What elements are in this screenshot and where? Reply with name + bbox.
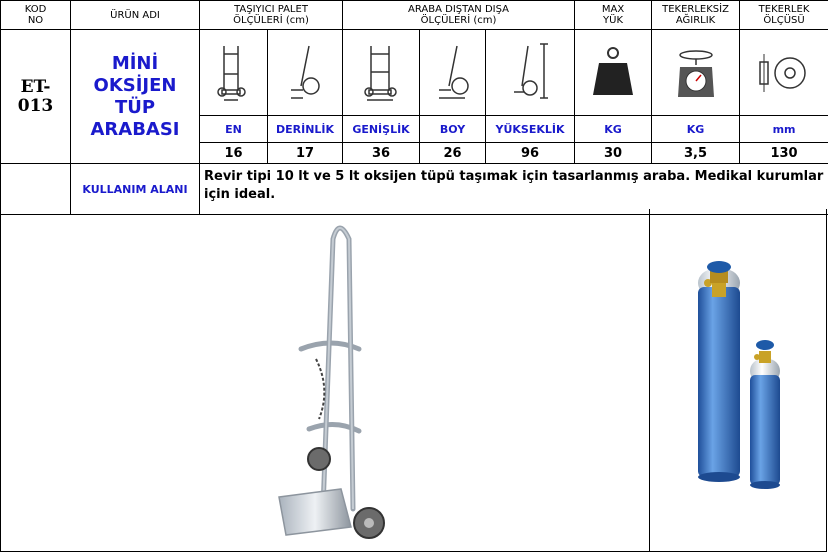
value-wheel: 130 bbox=[740, 143, 828, 164]
cylinder-image-box bbox=[648, 209, 827, 552]
cart-length-icon bbox=[420, 30, 486, 116]
product-name: MİNİ OKSİJEN TÜP ARABASI bbox=[71, 30, 200, 164]
pallet-depth-icon bbox=[268, 30, 343, 116]
unit-derinlik: DERİNLİK bbox=[268, 116, 343, 143]
usage-text: Revir tipi 10 lt ve 5 lt oksijen tüpü taşımak için tasarlanmış araba. Medikal kurumlar için ideal. bbox=[200, 164, 828, 215]
cart-image-box bbox=[0, 209, 650, 552]
header-code: KOD NO bbox=[1, 1, 71, 30]
unit-yukseklik: YÜKSEKLİK bbox=[486, 116, 575, 143]
cart-height-icon bbox=[486, 30, 575, 116]
value-maxload: 30 bbox=[575, 143, 652, 164]
cart-image bbox=[1, 209, 649, 551]
pallet-width-icon bbox=[200, 30, 268, 116]
unit-maxload: KG bbox=[575, 116, 652, 143]
unit-genislik: GENİŞLİK bbox=[343, 116, 420, 143]
header-outer: ARABA DIŞTAN DIŞA ÖLÇÜLERİ (cm) bbox=[343, 1, 575, 30]
value-weight: 3,5 bbox=[652, 143, 740, 164]
unit-weight: KG bbox=[652, 116, 740, 143]
header-name: ÜRÜN ADI bbox=[71, 1, 200, 30]
value-en: 16 bbox=[200, 143, 268, 164]
value-genislik: 36 bbox=[343, 143, 420, 164]
header-wheel: TEKERLEK ÖLÇÜSÜ bbox=[740, 1, 828, 30]
value-derinlik: 17 bbox=[268, 143, 343, 164]
weight-icon bbox=[575, 30, 652, 116]
usage-spacer bbox=[1, 164, 71, 215]
wheel-icon bbox=[740, 30, 828, 116]
product-code: ET- 013 bbox=[1, 30, 71, 164]
cart-width-icon bbox=[343, 30, 420, 116]
unit-boy: BOY bbox=[420, 116, 486, 143]
header-weight: TEKERLEKSİZ AĞIRLIK bbox=[652, 1, 740, 30]
value-boy: 26 bbox=[420, 143, 486, 164]
spec-table bbox=[0, 0, 828, 215]
scale-icon bbox=[652, 30, 740, 116]
header-pallet: TAŞIYICI PALET ÖLÇÜLERİ (cm) bbox=[200, 1, 343, 30]
cylinder-image bbox=[648, 209, 826, 551]
unit-wheel: mm bbox=[740, 116, 828, 143]
header-maxload: MAX YÜK bbox=[575, 1, 652, 30]
usage-label: KULLANIM ALANI bbox=[71, 164, 200, 215]
value-yukseklik: 96 bbox=[486, 143, 575, 164]
unit-en: EN bbox=[200, 116, 268, 143]
